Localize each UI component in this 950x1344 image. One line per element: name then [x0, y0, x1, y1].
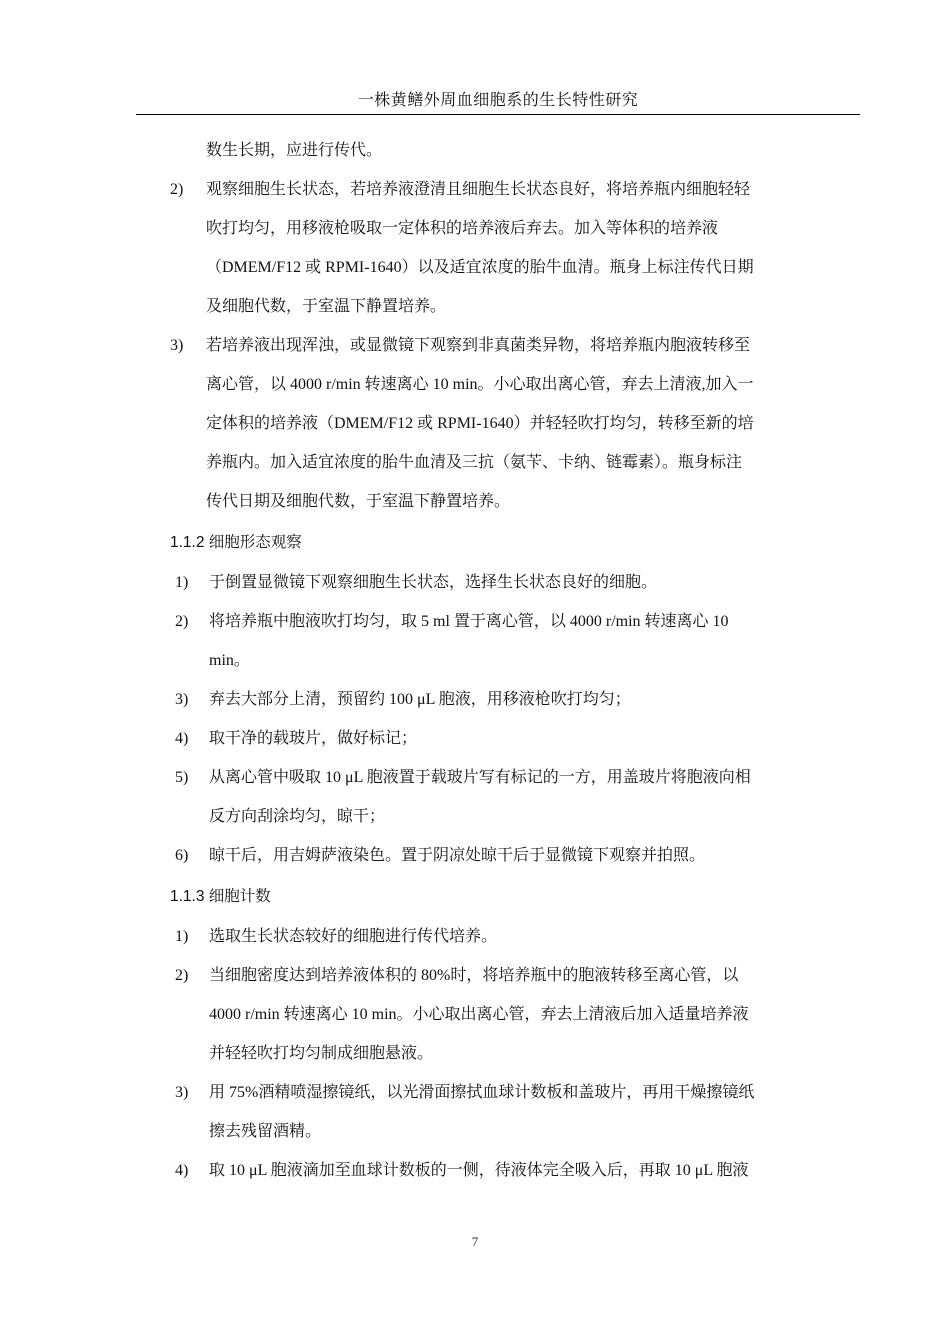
list-number: 2) — [170, 181, 184, 198]
list-line: 当细胞密度达到培养液体积的 80%时，将培养瓶中的胞液转移至离心管，以 — [209, 967, 739, 984]
list-number: 3) — [175, 1084, 189, 1101]
list-item — [175, 719, 859, 758]
list-line: 用 75%酒精喷湿擦镜纸，以光滑面擦拭血球计数板和盖玻片，再用干燥擦镜纸 — [209, 1084, 755, 1101]
list-item — [175, 917, 859, 956]
list-number: 3) — [175, 691, 189, 708]
list-line: 及细胞代数，于室温下静置培养。 — [206, 298, 447, 315]
list-line: 于倒置显微镜下观察细胞生长状态，选择生长状态良好的细胞。 — [209, 574, 658, 591]
list-number: 4) — [175, 1162, 189, 1179]
list-line: 定体积的培养液（DMEM/F12 或 RPMI-1640）并轻轻吹打均匀，转移至新的培 — [206, 415, 754, 432]
running-header — [136, 90, 860, 115]
list-number: 1) — [175, 928, 189, 945]
list-line: 养瓶内。加入适宜浓度的胎牛血清及三抗（氨苄、卡纳、链霉素）。瓶身标注 — [206, 454, 743, 471]
list-item — [170, 326, 858, 521]
list-line: 吹打均匀，用移液枪吸取一定体积的培养液后弃去。加入等体积的培养液 — [206, 220, 719, 237]
list-line: 反方向刮涂均匀，晾干； — [209, 808, 386, 825]
list-line: 并轻轻吹打均匀制成细胞悬液。 — [209, 1045, 434, 1062]
list-number: 2) — [175, 967, 189, 984]
list-line: 取干净的载玻片，做好标记； — [209, 730, 418, 747]
list-item — [175, 680, 859, 719]
list-line: 将培养瓶中胞液吹打均匀，取 5 ml 置于离心管，以 4000 r/min 转速离心 10 — [209, 613, 729, 630]
list-line: （DMEM/F12 或 RPMI-1640）以及适宜浓度的胎牛血清。瓶身上标注传代日期 — [206, 259, 754, 276]
running-title: 一株黄鳝外周血细胞系的生长特性研究 — [357, 92, 639, 109]
list-number: 1) — [175, 574, 189, 591]
list-item — [175, 836, 859, 875]
list-number: 6) — [175, 847, 189, 864]
list-item — [175, 563, 859, 602]
list-item — [170, 170, 858, 326]
list-line: 晾干后，用吉姆萨液染色。置于阴凉处晾干后于显微镜下观察并拍照。 — [209, 847, 706, 864]
continued-paragraph: 数生长期，应进行传代。 — [206, 142, 383, 159]
list-line: 离心管，以 4000 r/min 转速离心 10 min。小心取出离心管，弃去上清液,加入一 — [206, 376, 754, 393]
list-line: 若培养液出现浑浊，或显微镜下观察到非真菌类异物，将培养瓶内胞液转移至 — [206, 337, 751, 354]
list-number: 4) — [175, 730, 189, 747]
section-heading-1-1-3: 1.1.3 细胞计数 — [170, 888, 271, 905]
list-line: 4000 r/min 转速离心 10 min。小心取出离心管，弃去上清液后加入适量培养液 — [209, 1006, 749, 1023]
section-heading-1-1-2: 1.1.2 细胞形态观察 — [170, 534, 302, 551]
list-number: 5) — [175, 769, 189, 786]
list-item — [175, 956, 859, 1073]
list-item — [175, 1073, 859, 1151]
page-body — [0, 131, 950, 1190]
page-number: 7 — [471, 1234, 479, 1249]
list-line: 擦去残留酒精。 — [209, 1123, 322, 1140]
list-item — [175, 758, 859, 836]
list-line: 取 10 μL 胞液滴加至血球计数板的一侧，待液体完全吸入后，再取 10 μL 胞液 — [209, 1162, 749, 1179]
list-number: 3) — [170, 337, 184, 354]
list-number: 2) — [175, 613, 189, 630]
list-line: 观察细胞生长状态，若培养液澄清且细胞生长状态良好，将培养瓶内细胞轻轻 — [206, 181, 751, 198]
list-line: 传代日期及细胞代数，于室温下静置培养。 — [206, 493, 511, 510]
list-line: 从离心管中吸取 10 μL 胞液置于载玻片写有标记的一方，用盖玻片将胞液向相 — [209, 769, 751, 786]
list-item — [175, 1151, 859, 1190]
list-line: 弃去大部分上清，预留约 100 μL 胞液，用移液枪吹打均匀； — [209, 691, 631, 708]
list-item — [175, 602, 859, 680]
list-line: min。 — [209, 652, 250, 669]
list-line: 选取生长状态较好的细胞进行传代培养。 — [209, 928, 498, 945]
